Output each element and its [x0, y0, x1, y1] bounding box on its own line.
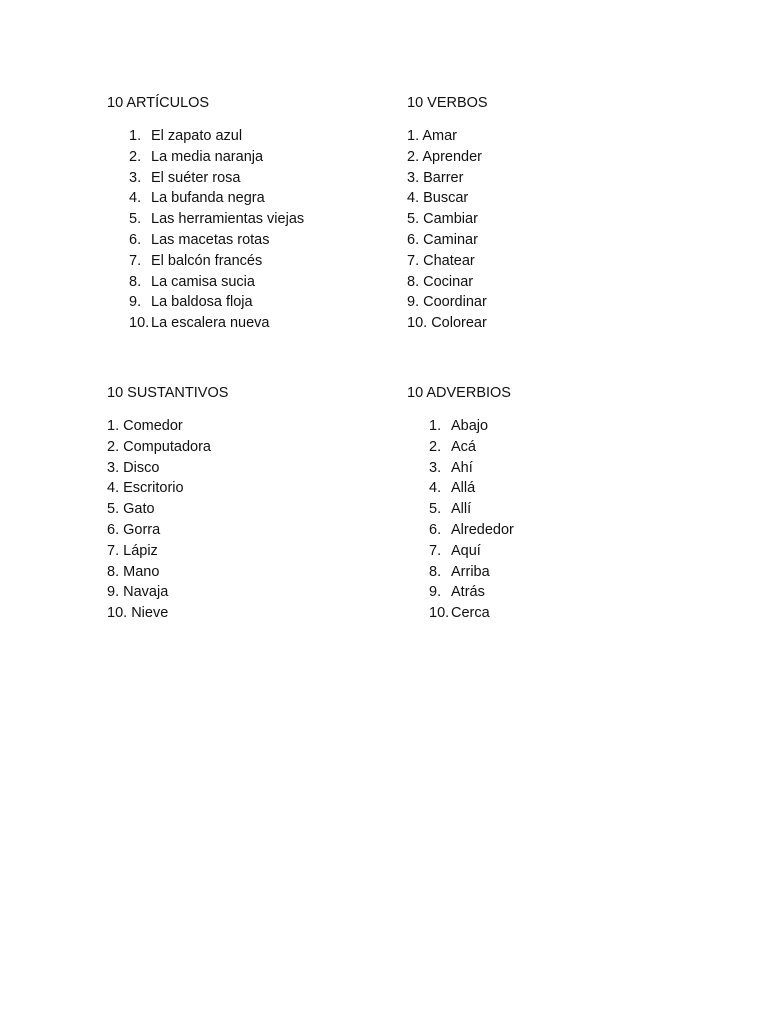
list-item [407, 478, 514, 499]
list-item-text: Caminar [423, 231, 478, 248]
list-item-text: Aquí [451, 542, 481, 559]
list-item-number: 2. [107, 438, 120, 455]
list-item [107, 458, 228, 479]
list-item [107, 147, 304, 168]
list-item-text: Gorra [123, 521, 161, 538]
list-item-text: Mano [123, 563, 160, 580]
list-item-text: Navaja [123, 584, 169, 601]
list-item [107, 520, 228, 541]
list-item-text: Las herramientas viejas [151, 211, 305, 228]
list-item-text: La media naranja [151, 148, 264, 165]
list-item-number: 4. [429, 480, 442, 497]
list-item-text: Comedor [123, 418, 183, 434]
list-item-number: 4. [129, 190, 142, 207]
list-item-number: 6. [107, 521, 120, 538]
list-item-number: 4. [407, 190, 420, 207]
list-item [407, 188, 488, 209]
adverbios-list [407, 416, 514, 624]
list-item-text: Lápiz [123, 542, 158, 559]
section-heading: 10 VERBOS [407, 95, 488, 111]
list-item [107, 603, 228, 624]
list-item-text: Barrer [423, 169, 464, 186]
list-item-number: 9. [129, 294, 142, 311]
list-item-number: 1. [429, 418, 442, 434]
list-item [407, 562, 514, 583]
list-item-text: Amar [422, 128, 457, 144]
list-item-text: Computadora [123, 438, 211, 455]
list-item-number: 6. [129, 231, 142, 248]
list-item-number: 10. [407, 315, 428, 332]
list-item-number: 3. [107, 459, 120, 476]
list-item-number: 7. [107, 542, 120, 559]
sustantivos-list [107, 416, 228, 624]
list-item-text: Cerca [451, 605, 490, 622]
list-item-number: 5. [129, 211, 142, 228]
list-item-number: 5. [407, 211, 420, 228]
list-item-text: Buscar [423, 190, 469, 207]
list-item [407, 168, 488, 189]
list-item [407, 251, 488, 272]
list-item-number: 1. [129, 128, 142, 144]
list-item-number: 5. [429, 501, 442, 518]
list-item [107, 251, 304, 272]
list-item-number: 7. [429, 542, 442, 559]
list-item-number: 3. [407, 169, 420, 186]
list-item [407, 520, 514, 541]
list-item-text: El balcón francés [151, 252, 263, 269]
list-item-number: 8. [129, 273, 142, 290]
list-item [107, 292, 304, 313]
list-item-text: Allí [451, 501, 472, 518]
list-item [107, 437, 228, 458]
list-item-number: 9. [107, 584, 120, 601]
list-item-number: 6. [429, 521, 442, 538]
list-item-number: 2. [407, 148, 420, 165]
articulos-list [107, 126, 304, 334]
list-item-number: 5. [107, 501, 120, 518]
list-item-text: Arriba [451, 563, 490, 580]
list-item-text: Escritorio [123, 480, 184, 497]
list-item-number: 3. [429, 459, 442, 476]
list-item-number: 8. [107, 563, 120, 580]
list-item [107, 188, 304, 209]
list-item-number: 2. [129, 148, 142, 165]
list-item-text: Nieve [131, 605, 169, 622]
list-item [107, 416, 228, 437]
list-item [107, 562, 228, 583]
list-item-text: El suéter rosa [151, 169, 241, 186]
list-item-number: 4. [107, 480, 120, 497]
list-item-text: Alrededor [451, 521, 514, 538]
list-item [107, 230, 304, 251]
list-item-number: 1. [107, 418, 120, 434]
list-item-number: 6. [407, 231, 420, 248]
list-item-number: 2. [429, 438, 442, 455]
list-item [107, 582, 228, 603]
list-item-text: Disco [123, 459, 160, 476]
list-item-text: Acá [451, 438, 476, 455]
list-item-number: 10. [129, 315, 150, 332]
list-item [107, 168, 304, 189]
section-heading: 10 SUSTANTIVOS [107, 385, 229, 401]
list-item-text: Cambiar [423, 211, 478, 228]
list-item-number: 8. [407, 273, 420, 290]
list-item [407, 582, 514, 603]
list-item-text: Ahí [451, 459, 473, 476]
list-item-number: 7. [407, 252, 420, 269]
list-item [407, 292, 488, 313]
list-item [407, 147, 488, 168]
list-item-text: Atrás [451, 584, 485, 601]
list-item-text: La baldosa floja [151, 294, 253, 311]
list-item [107, 126, 304, 147]
section-verbos [407, 93, 488, 334]
list-item-text: Allá [451, 480, 476, 497]
list-item-number: 1. [407, 128, 420, 144]
list-item-number: 8. [429, 563, 442, 580]
list-item-text: Aprender [422, 148, 482, 165]
list-item-number: 9. [407, 294, 420, 311]
list-item-number: 3. [129, 169, 142, 186]
section-articulos [107, 93, 304, 334]
list-item-text: Chatear [423, 252, 475, 269]
list-item-text: La camisa sucia [151, 273, 255, 290]
list-item-text: Las macetas rotas [151, 231, 270, 248]
list-item [107, 478, 228, 499]
list-item [407, 230, 488, 251]
list-item [407, 209, 488, 230]
list-item [107, 499, 228, 520]
list-item [407, 541, 514, 562]
list-item [407, 437, 514, 458]
list-item-text: La escalera nueva [151, 315, 270, 332]
list-item [107, 272, 304, 293]
list-item-text: Colorear [431, 315, 487, 332]
list-item-number: 7. [129, 252, 142, 269]
list-item-number: 9. [429, 584, 442, 601]
list-item-text: Cocinar [423, 273, 474, 290]
list-item-text: Gato [123, 501, 155, 518]
section-adverbios [407, 383, 514, 624]
verbos-list [407, 126, 488, 334]
section-heading: 10 ADVERBIOS [407, 385, 511, 401]
list-item-number: 10. [107, 605, 128, 622]
list-item [407, 603, 514, 624]
list-item [407, 499, 514, 520]
list-item-text: Abajo [451, 418, 489, 434]
list-item [107, 541, 228, 562]
list-item [407, 458, 514, 479]
list-item-text: El zapato azul [151, 128, 243, 144]
section-heading: 10 ARTÍCULOS [107, 95, 210, 111]
list-item [407, 313, 488, 334]
list-item-text: Coordinar [423, 294, 487, 311]
list-item [407, 126, 488, 147]
section-sustantivos [107, 383, 228, 624]
list-item [107, 209, 304, 230]
list-item [107, 313, 304, 334]
list-item [407, 416, 514, 437]
list-item-text: La bufanda negra [151, 190, 265, 207]
list-item-number: 10. [429, 605, 450, 622]
list-item [407, 272, 488, 293]
